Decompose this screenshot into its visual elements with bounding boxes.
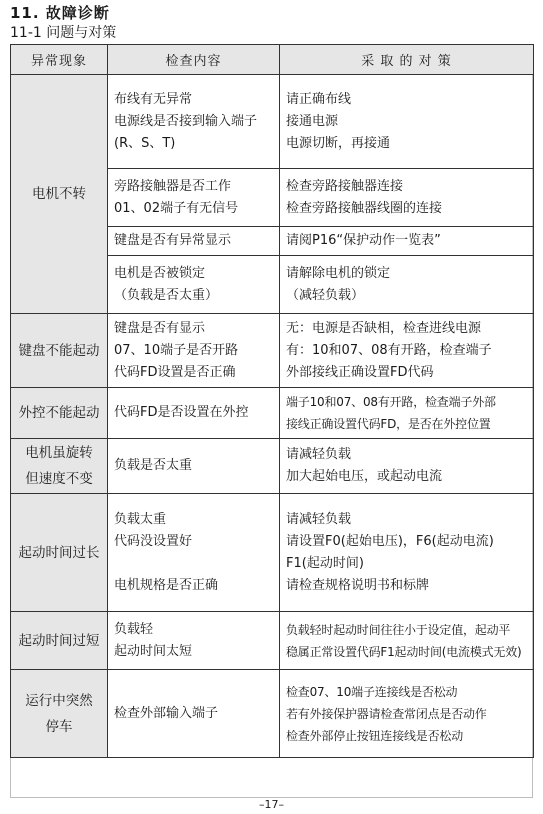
cell-line: 请减轻负载 — [286, 447, 352, 462]
action-cell — [280, 388, 534, 439]
symptom-cell — [11, 314, 108, 388]
symptom-cell — [11, 75, 108, 314]
table-row — [11, 670, 534, 758]
cell-line: 布线有无异常 — [114, 91, 193, 107]
cell-line: 检查旁路接触器连接 — [286, 178, 404, 194]
cell-line: 请减轻负载 — [286, 511, 352, 527]
symptom-cell — [11, 612, 108, 670]
table-row — [11, 75, 534, 169]
check-cell — [108, 670, 280, 758]
cell-line: 检查07、10端子连接线是否松动 — [286, 684, 458, 699]
cell-line: 起动时间太短 — [114, 643, 193, 659]
check-cell — [108, 256, 280, 314]
cell-line: 07、10端子是否开路 — [114, 342, 239, 358]
cell-line: 电机虽旋转 — [25, 445, 93, 461]
cell-line: 请阅P16“保护动作一览表” — [286, 233, 441, 248]
table-row — [11, 388, 534, 439]
action-cell — [280, 612, 534, 670]
check-cell — [108, 388, 280, 439]
header-check: 检查内容 — [108, 45, 280, 75]
cell-line: 代码没设置好 — [114, 533, 193, 549]
table-row — [11, 612, 534, 670]
check-cell — [108, 169, 280, 227]
cell-line: 起动时间过短 — [18, 632, 100, 649]
cell-line: 负载轻 — [114, 621, 154, 637]
cell-line: 无：电源是否缺相，检查进线电源 — [286, 320, 482, 336]
action-cell — [280, 75, 534, 169]
check-cell — [108, 612, 280, 670]
cell-line: 代码FD是否设置在外控 — [114, 405, 249, 420]
cell-line: 但速度不变 — [25, 471, 93, 487]
cell-line: 起动时间过长 — [18, 544, 100, 561]
cell-line — [114, 553, 273, 575]
cell-line: 检查旁路接触器线圈的连接 — [286, 200, 443, 216]
table-body — [11, 75, 534, 758]
cell-line: 检查外部停止按钮连接线是否松动 — [286, 728, 464, 743]
cell-line: （负载是否太重） — [114, 287, 219, 303]
action-cell — [280, 494, 534, 612]
action-cell — [280, 256, 534, 314]
cell-line: 键盘是否有异常显示 — [114, 233, 232, 248]
cell-line: 停车 — [45, 718, 73, 735]
troubleshooting-table — [10, 44, 534, 758]
cell-line: 请解除电机的锁定 — [286, 265, 391, 281]
action-cell — [280, 169, 534, 227]
cell-line: 负载太重 — [114, 511, 167, 527]
table-row — [11, 314, 534, 388]
cell-line: 负载轻时起动时间往往小于设定值，起动平 — [286, 622, 511, 637]
cell-line: 电源线是否接到输入端子 — [114, 113, 258, 129]
check-cell — [108, 439, 280, 494]
header-action: 采 取 的 对 策 — [280, 45, 534, 75]
section-title: 11. 故障诊断 — [10, 4, 110, 22]
cell-line: 旁路接触器是否工作 — [114, 178, 232, 194]
cell-line: 外控不能起动 — [18, 405, 100, 421]
cell-line: 请设置F0(起始电压)，F6(起动电流) — [286, 533, 494, 549]
cell-line: 键盘是否有显示 — [114, 320, 206, 336]
symptom-cell — [11, 670, 108, 758]
cell-line: 电机是否被锁定 — [114, 265, 206, 281]
cell-line: 接线正确设置代码FD，是否在外控位置 — [286, 417, 491, 431]
cell-line: 端子10和07、08有开路，检查端子外部 — [286, 395, 496, 409]
symptom-cell — [11, 388, 108, 439]
cell-line: 键盘不能起动 — [18, 342, 100, 359]
cell-line: 有：10和07、08有开路，检查端子 — [286, 342, 492, 358]
table-row — [11, 494, 534, 612]
cell-line: 若有外接保护器请检查常闭点是否动作 — [286, 706, 487, 721]
table-row — [11, 439, 534, 494]
cell-line: 加大起始电压，或起动电流 — [286, 469, 443, 484]
cell-line: 接通电源 — [286, 113, 339, 129]
check-cell — [108, 494, 280, 612]
symptom-cell — [11, 494, 108, 612]
cell-line: 电机规格是否正确 — [114, 577, 219, 593]
cell-line: 电机不转 — [32, 186, 86, 202]
cell-line: 请检查规格说明书和标牌 — [286, 577, 430, 593]
cell-line: 外部接线正确设置FD代码 — [286, 364, 434, 380]
action-cell — [280, 670, 534, 758]
cell-line: F1(起动时间) — [286, 555, 364, 571]
cell-line: 运行中突然 — [25, 692, 93, 709]
cell-line: 负载是否太重 — [114, 458, 193, 473]
cell-line: 检查外部输入端子 — [114, 705, 219, 721]
cell-line: 电源切断，再接通 — [286, 135, 391, 151]
page-number: –17– — [259, 798, 284, 811]
symptom-cell — [11, 439, 108, 494]
cell-line: （减轻负载） — [286, 287, 365, 303]
cell-line: 稳属正常设置代码F1起动时间(电流模式无效) — [286, 644, 522, 659]
action-cell — [280, 227, 534, 256]
check-cell — [108, 75, 280, 169]
check-cell — [108, 314, 280, 388]
cell-line: 代码FD设置是否正确 — [114, 364, 236, 380]
action-cell — [280, 314, 534, 388]
section-subtitle: 11-1 问题与对策 — [10, 25, 117, 41]
cell-line: 01、02端子有无信号 — [114, 200, 239, 216]
check-cell — [108, 227, 280, 256]
action-cell — [280, 439, 534, 494]
table-header-row — [11, 45, 534, 75]
cell-line: (R、S、T) — [114, 135, 176, 151]
cell-line: 请正确布线 — [286, 91, 352, 107]
header-symptom: 异常现象 — [11, 45, 108, 75]
